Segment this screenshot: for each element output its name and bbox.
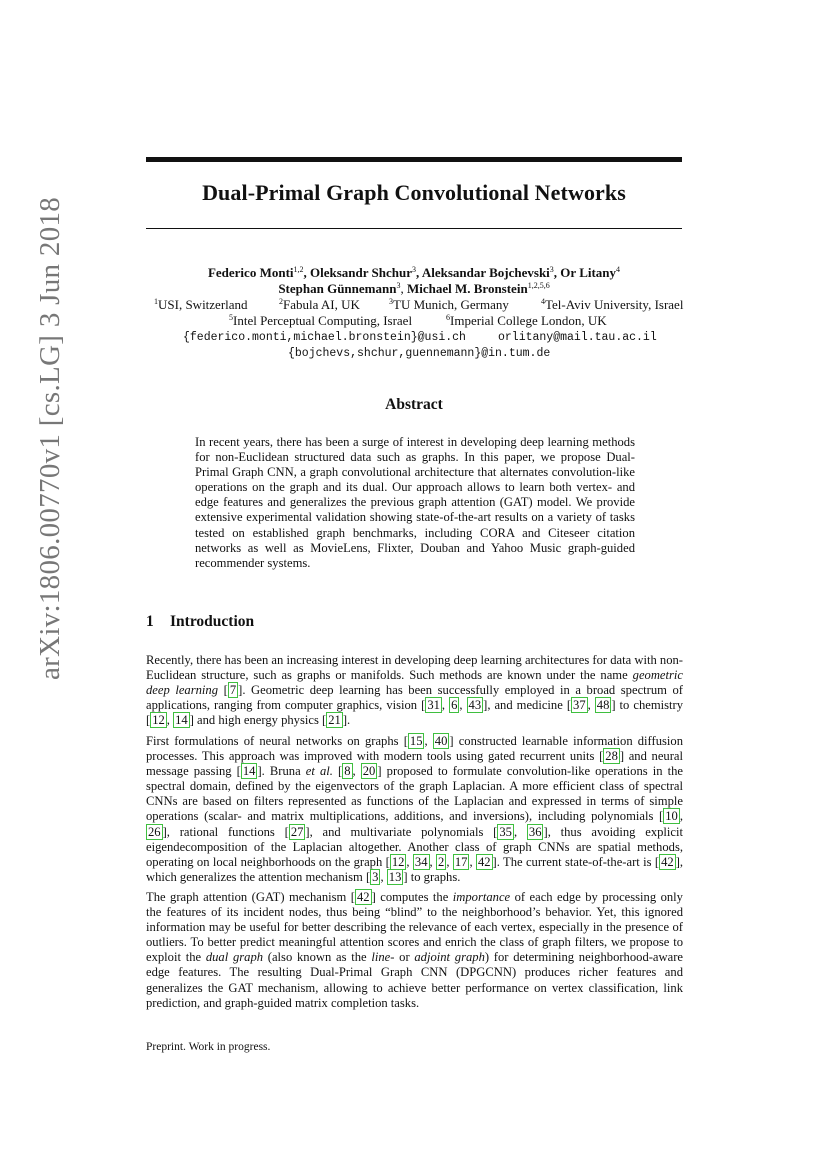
citation-link[interactable]: 17 bbox=[454, 854, 468, 869]
author-line-1: Federico Monti$^{1,2}$, Oleksandr Shchur$^3$, Aleksandar Bojchevski$^3$, Or Litany$^4$ bbox=[207, 265, 621, 280]
affiliation-icl: $^6$Imperial College London, UK bbox=[446, 313, 607, 328]
citation-link[interactable]: 34 bbox=[414, 854, 428, 869]
citation-link[interactable]: 26 bbox=[148, 824, 161, 839]
author-name: Oleksandr Shchur bbox=[310, 265, 413, 280]
citation-link[interactable]: 42 bbox=[661, 854, 674, 869]
citation-link[interactable]: 8 bbox=[344, 764, 351, 779]
citation-link[interactable]: 7 bbox=[229, 683, 237, 698]
citation-link[interactable]: 15 bbox=[409, 734, 423, 748]
author-name: Or Litany bbox=[560, 265, 617, 280]
author-line-2: Stephan Günnemann$^3$, Michael M. Bronstein$^{1,2,5,6}$ bbox=[278, 281, 550, 296]
citation-link[interactable]: 21 bbox=[328, 713, 341, 728]
citation-link[interactable]: 14 bbox=[242, 764, 256, 779]
section-title: Introduction bbox=[170, 613, 255, 630]
citation-link[interactable]: 2 bbox=[438, 854, 445, 869]
intro-paragraph-1: Recently, there has been an increasing interest in developing deep learning architectures for data with non-Euclidean structure, such as graphs or manifolds. Such methods are known under the name geometric deep learning [ 7 ]. Geometric deep learning has been successfully employed in a broad spectrum of applications, ranging from computer graphics, vision [ 31 , 6 , 43 ], and medicine [ 37 , 48 ] to chemistry [ 12 , 14 ] and high energy physics [ 21 ]. bbox=[146, 653, 684, 728]
citation-link[interactable]: 12 bbox=[152, 713, 165, 728]
citation-link[interactable]: 40 bbox=[434, 734, 448, 748]
section-number: 1 bbox=[146, 613, 154, 630]
citation-link[interactable]: 42 bbox=[356, 890, 370, 904]
affiliation-tum: $^3$TU Munich, Germany bbox=[389, 297, 509, 312]
author-name: Aleksandar Bojchevski bbox=[421, 265, 550, 280]
author-name: Michael M. Bronstein bbox=[406, 281, 528, 296]
citation-link[interactable]: 35 bbox=[499, 824, 512, 839]
author-name: Stephan Günnemann bbox=[278, 281, 397, 296]
section-heading bbox=[146, 613, 254, 631]
citation-link[interactable]: 3 bbox=[372, 869, 379, 884]
citation-link[interactable]: 10 bbox=[665, 809, 678, 824]
citation-link[interactable]: 37 bbox=[573, 698, 586, 713]
citation-link[interactable]: 48 bbox=[596, 698, 610, 713]
author-name: Federico Monti bbox=[207, 265, 294, 280]
abstract-heading: Abstract bbox=[385, 396, 443, 413]
arxiv-side-label: arXiv:1806.00770v1 [cs.LG] 3 Jun 2018 bbox=[34, 196, 66, 680]
affiliation-usi: $^1$USI, Switzerland bbox=[154, 297, 248, 312]
title-bottom-rule bbox=[146, 228, 682, 229]
title-top-rule bbox=[146, 157, 682, 162]
citation-link[interactable]: 13 bbox=[388, 869, 402, 884]
citation-link[interactable]: 14 bbox=[175, 713, 188, 728]
abstract-text: In recent years, there has been a surge of interest in developing deep learning methods for non-Euclidean structured data such as graphs. In this paper, we propose Dual-Primal Graph CNN, a graph convolutional architecture that alternates convolution-like operations on the graph and its dual. Our approach allows to learn both vertex- and edge features and generalizes the previous graph attention (GAT) model. We provide extensive experimental validation showing state-of-the-art results on a variety of tasks tested on established graph benchmarks, including CORA and Citeseer citation networks as well as MovieLens, Flixter, Douban and Yahoo Music graph-guided recommender systems. bbox=[195, 435, 635, 570]
affiliation-fabula: $^2$Fabula AI, UK bbox=[279, 297, 360, 312]
citation-link[interactable]: 6 bbox=[451, 698, 458, 713]
affiliation-intel: $^5$Intel Perceptual Computing, Israel bbox=[229, 313, 413, 328]
citation-link[interactable]: 42 bbox=[477, 854, 491, 869]
citation-link[interactable]: 12 bbox=[391, 854, 405, 869]
citation-link[interactable]: 28 bbox=[605, 749, 618, 764]
email-tum[interactable]: {bojchevs,shchur,guennemann}@in.tum.de bbox=[288, 347, 551, 360]
paper-title: Dual-Primal Graph Convolutional Networks bbox=[202, 180, 626, 205]
email-tau[interactable]: orlitany@mail.tau.ac.il bbox=[498, 331, 657, 344]
intro-paragraph-2: First formulations of neural networks on graphs [ 15 , 40 ] constructed learnable information diffusion processes. This approach was improved with modern tools using gated recurrent units [ 28 ] and neural message passing [ 14 ]. Bruna et al. [ 8 , 20 ] proposed to formulate convolution-like operations in the spectral domain, defined by the eigenvectors of the graph Laplacian. A more efficient class of spectral CNNs are based on filters represented as functions of the Laplacian and expressed in terms of simple operations (scalar- and matrix multiplications, additions, and inversions), including polynomials [ 10 , 26 ], rational functions [ 27 ], and multivariate polynomials [ 35 , 36 ], thus avoiding explicit eigendecomposition of the Laplacian altogether. Another class of graph CNNs are spatial methods, operating on local neighborhoods on the graph [ 12 , 34 , 2 , 17 , 42 ]. The current state-of-the-art is [ 42 ], which generalizes the attention mechanism [ 3 , 13 ] to graphs. bbox=[146, 734, 684, 884]
citation-link[interactable]: 43 bbox=[468, 698, 482, 713]
affiliation-tau: $^4$Tel-Aviv University, Israel bbox=[541, 297, 684, 312]
citation-link[interactable]: 31 bbox=[427, 698, 440, 713]
citation-link[interactable]: 20 bbox=[362, 764, 376, 779]
citation-link[interactable]: 27 bbox=[290, 824, 304, 839]
citation-link[interactable]: 36 bbox=[528, 824, 542, 839]
footer-note: Preprint. Work in progress. bbox=[146, 1041, 271, 1053]
email-usi[interactable]: {federico.monti,michael.bronstein}@usi.ch bbox=[183, 331, 466, 344]
intro-paragraph-3: The graph attention (GAT) mechanism [ 42 ] computes the importance of each edge by processing only the features of its incident nodes, thus being “blind” to the neighborhood’s behavior. Yet, this ignored information may be useful for better describing the relevance of each vertex, especially in the presence of outliers. To better predict meaningful attention scores and enrich the class of graph filters, we propose to exploit the dual graph (also known as the line- or adjoint graph) for determining neighborhood-aware edge features. The resulting Dual-Primal Graph CNN (DPGCNN) produces richer features and generalizes the GAT mechanism, allowing to achieve better performance on vertex classification, link prediction, and graph-guided matrix completion tasks. bbox=[146, 890, 683, 1010]
